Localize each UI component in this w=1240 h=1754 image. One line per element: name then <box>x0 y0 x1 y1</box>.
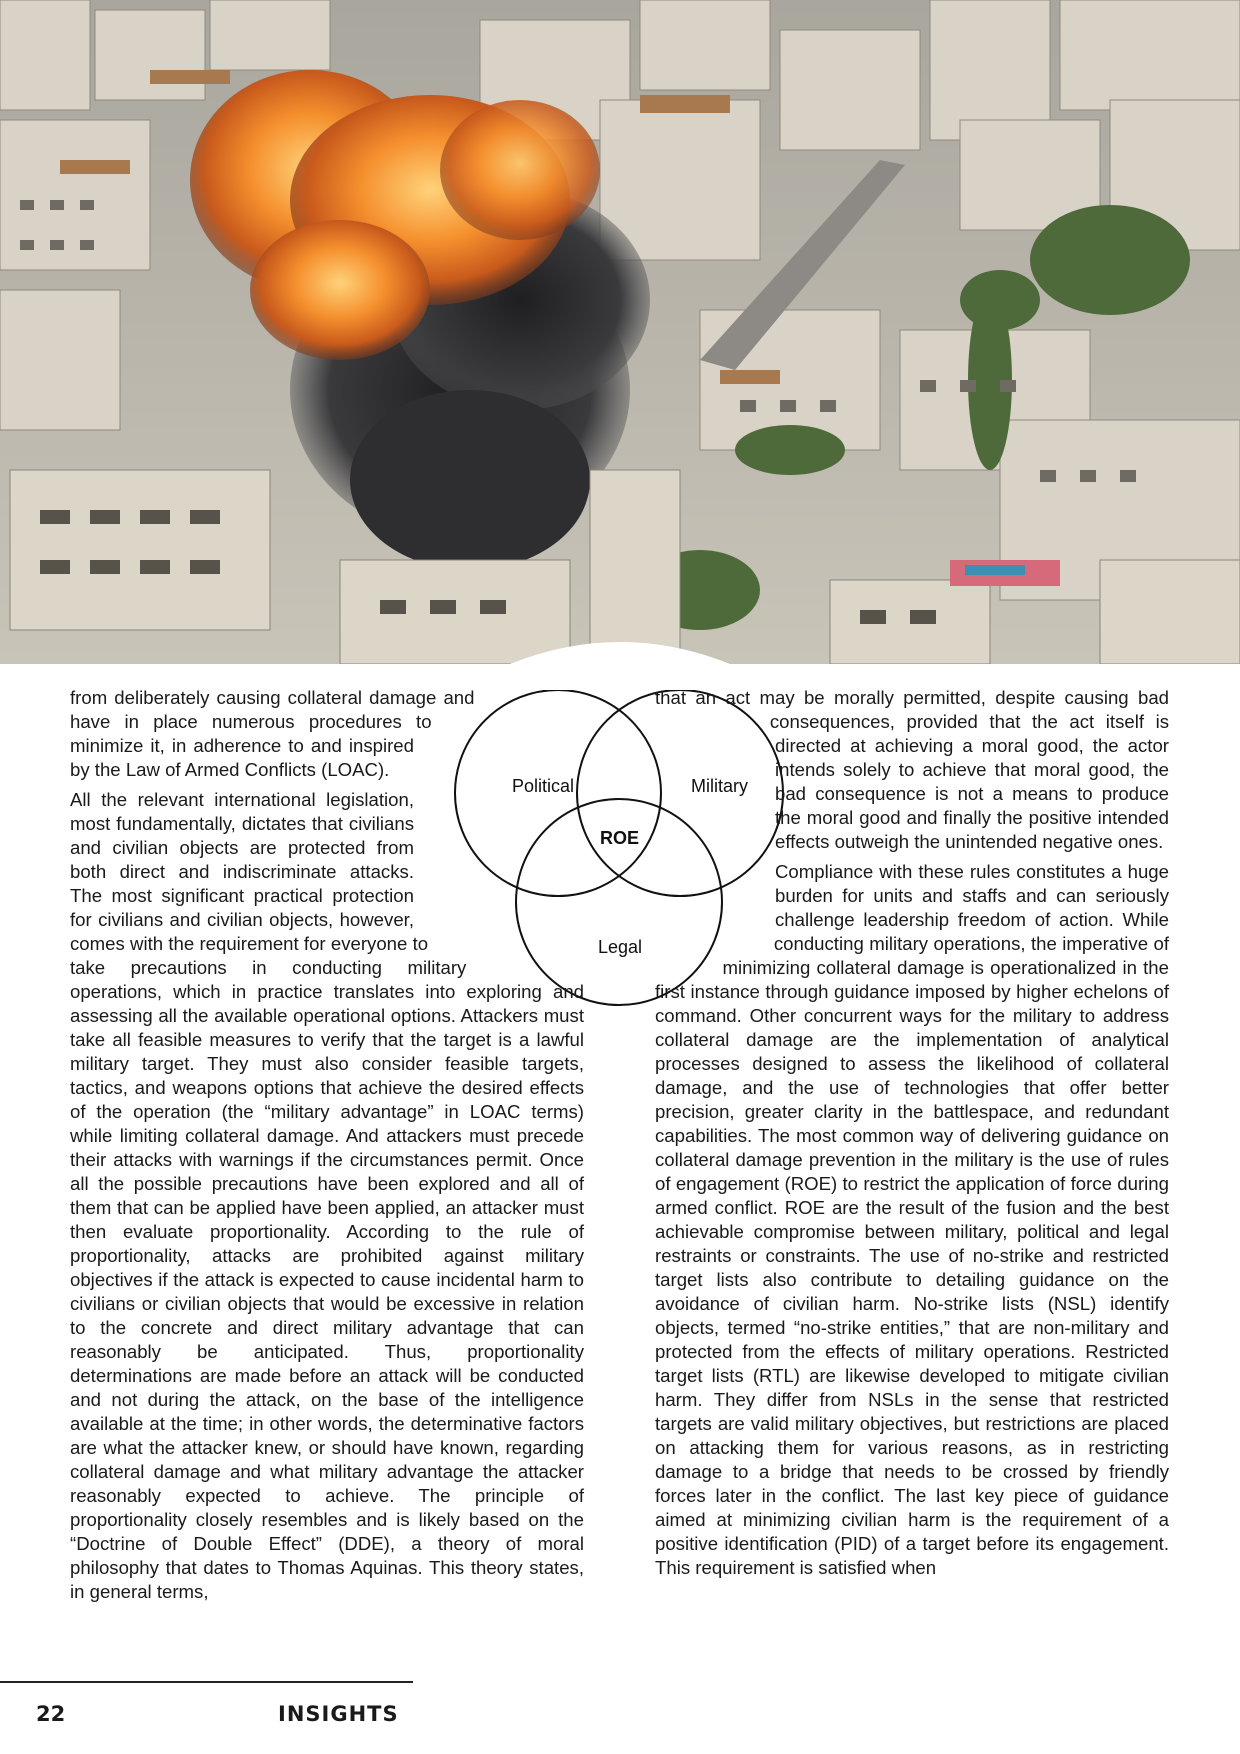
venn-label-roe: ROE <box>600 828 640 848</box>
page-number: 22 <box>36 1702 66 1726</box>
explosion-city-photo <box>0 0 1240 664</box>
footer-divider <box>0 1681 413 1683</box>
venn-label-military: Military <box>691 776 748 796</box>
left-column <box>70 686 584 1610</box>
section-name: INSIGHTS <box>278 1702 399 1726</box>
venn-label-political: Political <box>512 776 575 796</box>
right-paragraph-2: Compliance with these rules constitutes a huge burden for units and staffs and can seriously challenge leadership freedom of action. While conducting military operations, the imperative of minimizing collateral damage is operationalized in the first instance through guidance imposed by higher echelons of command. Other concurrent ways for the military to address collateral damage are the implementation of analytical processes designed to assess the likelihood of collateral damage, and the use of technologies that offer better precision, greater clarity in the battlespace, and redundant capabilities. The most common way of delivering guidance on collateral damage prevention in the military is the use of rules of engagement (ROE) to restrict the application of force during armed conflict. ROE are the result of the fusion and the best achievable compromise between military, political and legal restraints or constraints. The use of no-strike and restricted target lists also contribute to detailing guidance on the avoidance of civilian harm. No-strike lists (NSL) identify objects, termed “no-strike entities,” that are non-military and protected from the effects of military operations. Restricted target lists (RTL) are likewise developed to mitigate civilian harm. They differ from NSLs in the sense that restricted targets are valid military objectives, but restrictions are placed on attacking them for various reasons, as in restricting damage to a bridge that needs to be crossed by friendly forces later in the conflict. The last key piece of guidance aimed at minimizing civilian harm is the requirement of a positive identification (PID) of a target before its engagement. This requirement is satisfied when <box>655 861 1169 1578</box>
photo-illustration <box>0 0 1240 664</box>
right-column <box>655 686 1169 1586</box>
left-paragraph-2: All the relevant international legislation, most fundamentally, dictates that civilians and civilian objects are protected from both direct and indiscriminate attacks. The most significant practical protection for civilians and civilian objects, however, comes with the requirement for everyone to take precautions in conducting military operations, which in practice translates into exploring and assessing all the available operational options. Attackers must take all feasible measures to verify that the target is a lawful military target. They must also consider feasible targets, tactics, and weapons options that achieve the desired effects of the operation (the “military advantage” in LOAC terms) while limiting collateral damage. And attackers must precede their attacks with warnings if the circumstances permit. Once all the possible precautions have been explored and all of them that can be applied have been applied, an attacker must then evaluate proportionality. According to the rule of proportionality, attacks are prohibited against military objectives if the attack is expected to cause incidental harm to civilians or civilian objects that would be excessive in relation to the concrete and direct military advantage that can reasonably be anticipated. Thus, proportionality determinations are made before an attack will be conducted and not during the attack, on the base of the intelligence available at the time; in other words, the determinative factors are what the attacker knew, or should have known, regarding collateral damage and what military advantage the attacker reasonably expected to achieve. The principle of proportionality closely resembles and is likely based on the “Doctrine of Double Effect” (DDE), a theory of moral philosophy that dates to Thomas Aquinas. This theory states, in general terms, <box>70 789 584 1602</box>
right-paragraph-1: that an act may be morally permitted, despite causing bad consequences, provided that the act itself is directed at achieving a moral good, the actor intends solely to achieve that moral good, the bad consequence is not a means to produce the moral good and finally the positive intended effects outweigh the unintended negative ones. <box>655 687 1169 852</box>
venn-label-legal: Legal <box>598 937 643 957</box>
left-paragraph-1: from deliberately causing collateral damage and have in place numerous procedures to minimize it, in adherence to and inspired by the Law of Armed Conflicts (LOAC). <box>70 687 475 780</box>
